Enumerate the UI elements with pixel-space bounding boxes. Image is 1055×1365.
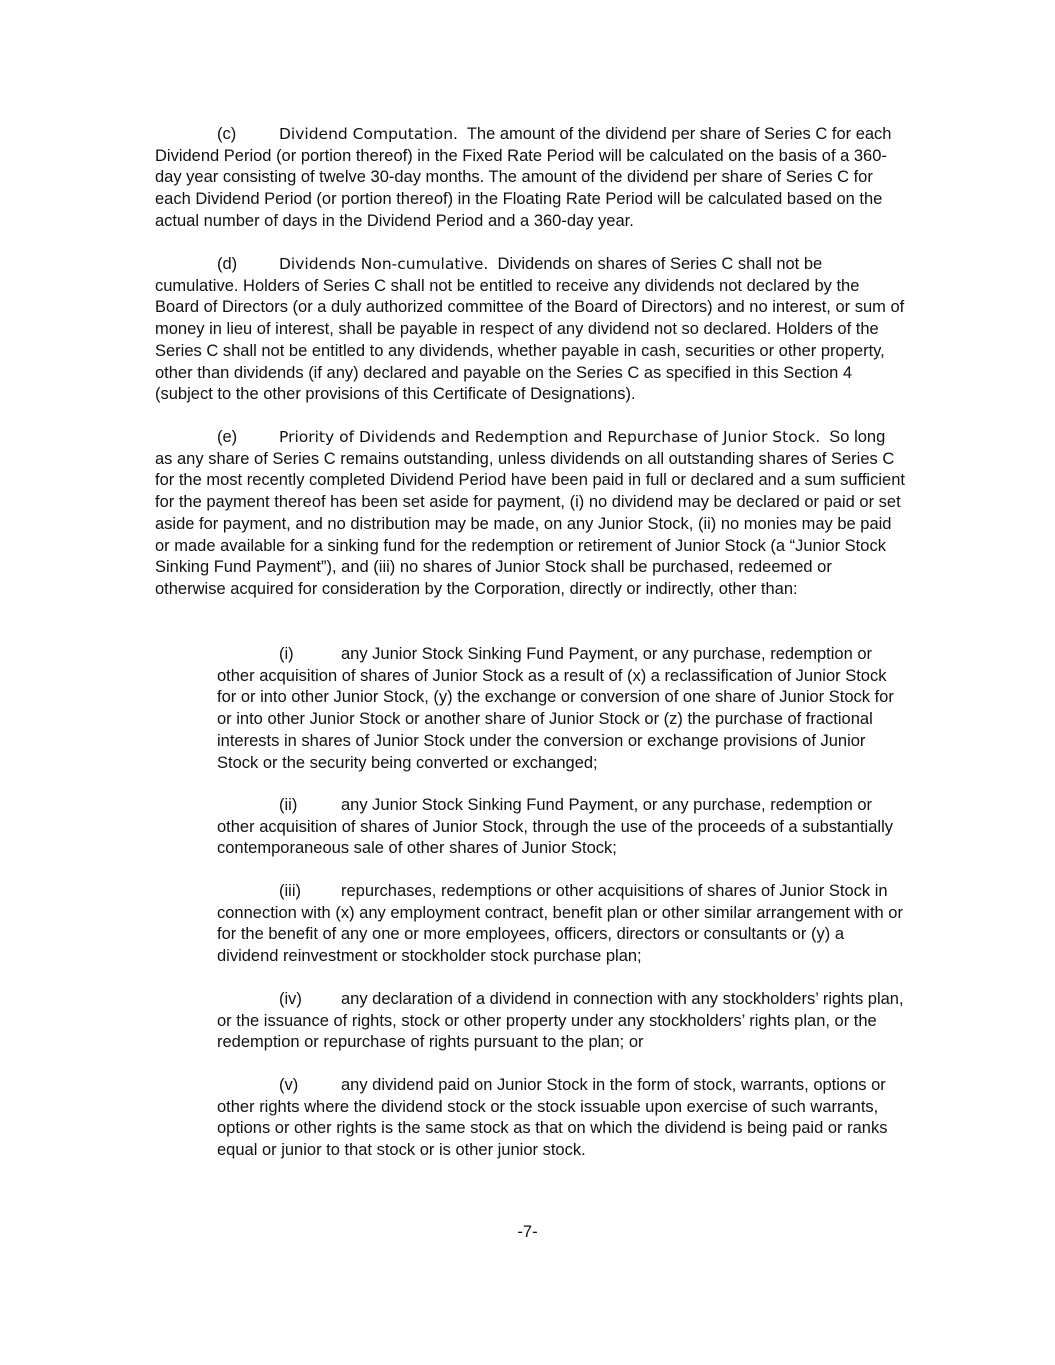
paragraph-c-text: The amount of the dividend per share of Series C for each Dividend Period (or portion thereof) in the Fixed Rate Period will be calculated on the basis of a 360-day year consisting of twelve 30-day months. The amount of the dividend per share of Series C for each Dividend Period (or portion thereof) in the Floating Rate Period will be calculated based on the actual number of days in the Dividend Period and a 360-day year.: [155, 125, 892, 230]
subitem-v-text: any dividend paid on Junior Stock in the form of stock, warrants, options or other rights where the dividend stock or the stock issuable upon exercise of such warrants, options or other rights is the same stock as that on which the dividend is being paid or ranks equal or junior to that stock or is other junior stock.: [217, 1076, 888, 1160]
subitem-i-text: any Junior Stock Sinking Fund Payment, or any purchase, redemption or other acquisition of shares of Junior Stock as a result of (x) a reclassification of Junior Stock for or into other Junior Stock, (y) the exchange or conversion of one share of Junior Stock for or into other Junior Stock or another share of Junior Stock or (z) the purchase of fractional interests in shares of Junior Stock under the conversion or exchange provisions of Junior Stock or the security being converted or exchanged;: [217, 645, 894, 772]
paragraph-d-heading: Dividends Non-cumulative.: [279, 255, 489, 273]
paragraph-e: [155, 427, 907, 601]
paragraph-e-heading: Priority of Dividends and Redemption and Repurchase of Junior Stock.: [279, 428, 821, 446]
paragraph-c-label: (c): [217, 125, 237, 143]
paragraph-c: [155, 124, 907, 233]
subitem-iii-text: repurchases, redemptions or other acquisitions of shares of Junior Stock in connection with (x) any employment contract, benefit plan or other similar arrangement with or for the benefit of any one or more employees, officers, directors or consultants or (y) a dividend reinvestment or stockholder stock purchase plan;: [217, 882, 903, 966]
subitem-iv: [217, 989, 909, 1054]
paragraph-e-text: So long as any share of Series C remains outstanding, unless dividends on all outstanding shares of Series C for the most recently completed Dividend Period have been paid in full or declared and a sum sufficient for the payment thereof has been set aside for payment, (i) no dividend may be declared or paid or set aside for payment, and no distribution may be made, on any Junior Stock, (ii) no monies may be paid or made available for a sinking fund for the redemption or retirement of Junior Stock (a “Junior Stock Sinking Fund Payment”), and (iii) no shares of Junior Stock shall be purchased, redeemed or otherwise acquired for consideration by the Corporation, directly or indirectly, other than:: [155, 428, 905, 598]
paragraph-d: [155, 254, 907, 406]
subitem-i: [217, 644, 909, 774]
subitem-iv-label: (iv): [279, 990, 302, 1008]
paragraph-c-heading: Dividend Computation.: [279, 125, 458, 143]
paragraph-e-label: (e): [217, 428, 238, 446]
subitem-ii-text: any Junior Stock Sinking Fund Payment, or any purchase, redemption or other acquisition of shares of Junior Stock, through the use of the proceeds of a substantially contemporaneous sale of other shares of Junior Stock;: [217, 796, 893, 858]
subitem-i-label: (i): [279, 645, 294, 663]
subitem-ii-label: (ii): [279, 796, 298, 814]
subitem-iii-label: (iii): [279, 882, 301, 900]
subitem-v: [217, 1075, 909, 1162]
subitem-iv-text: any declaration of a dividend in connection with any stockholders’ rights plan, or the issuance of rights, stock or other property under any stockholders’ rights plan, or the redemption or repurchase of rights pursuant to the plan; or: [217, 990, 904, 1052]
subitem-iii: [217, 881, 909, 968]
paragraph-d-text: Dividends on shares of Series C shall not be cumulative. Holders of Series C shall not be entitled to receive any dividends not declared by the Board of Directors (or a duly authorized committee of the Board of Directors) and no interest, or sum of money in lieu of interest, shall be payable in respect of any dividend not so declared. Holders of the Series C shall not be entitled to any dividends, whether payable in cash, securities or other property, other than dividends (if any) declared and payable on the Series C as specified in this Section 4 (subject to the other provisions of this Certificate of Designations).: [155, 255, 905, 404]
page-number: -7-: [517, 1223, 538, 1241]
subitem-v-label: (v): [279, 1076, 299, 1094]
paragraph-d-label: (d): [217, 255, 238, 273]
subitem-ii: [217, 795, 909, 860]
